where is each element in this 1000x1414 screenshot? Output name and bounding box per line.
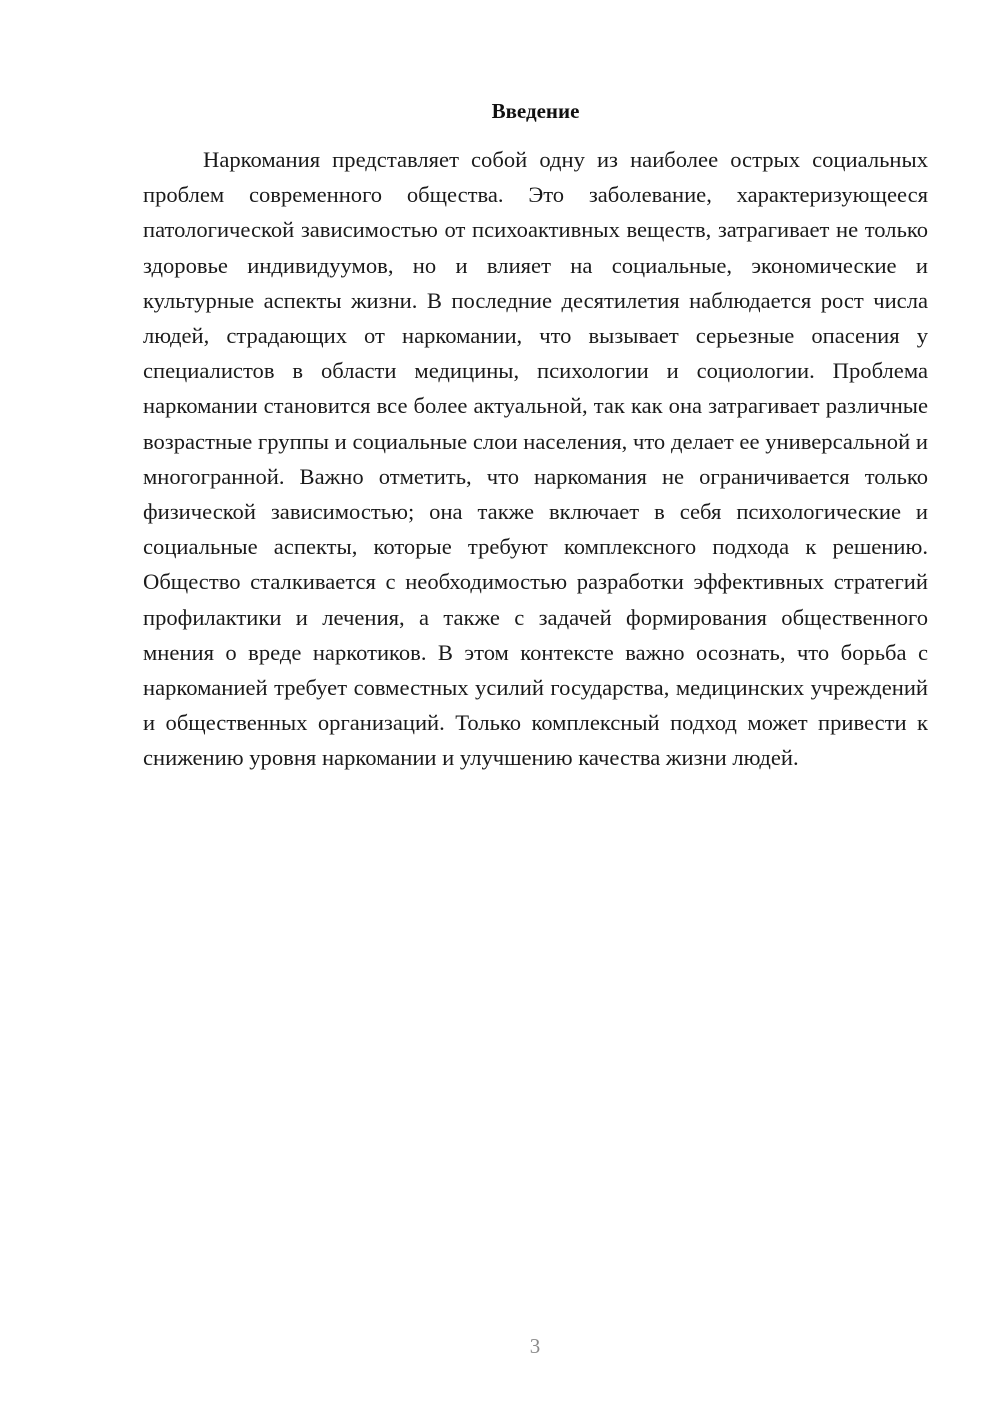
section-heading: Введение xyxy=(491,99,580,123)
introduction-paragraph: Наркомания представляет собой одну из наиболее острых социальных проблем современного общества. Это заболевание, характеризующееся патологической зависимостью от психоактивных веществ, затрагивает не только здоровье индивидуумов, но и влияет на социальные, экономические и культурные аспекты жизни. В последние десятилетия наблюдается рост числа людей, страдающих от наркомании, что вызывает серьезные опасения у специалистов в области медицины, психологии и социологии. Проблема наркомании становится все более актуальной, так как она затрагивает различные возрастные группы и социальные слои населения, что делает ее универсальной и многогранной. Важно отметить, что наркомания не ограничивается только физической зависимостью; она также включает в себя психологические и социальные аспекты, которые требуют комплексного подхода к решению. Общество сталкивается с необходимостью разработки эффективных стратегий профилактики и лечения, а также с задачей формирования общественного мнения о вреде наркотиков. В этом контексте важно осознать, что борьба с наркоманией требует совместных усилий государства, медицинских учреждений и общественных организаций. Только комплексный подход может привести к снижению уровня наркомании и улучшению качества жизни людей. xyxy=(143,147,928,771)
page-number: 3 xyxy=(529,1334,541,1358)
